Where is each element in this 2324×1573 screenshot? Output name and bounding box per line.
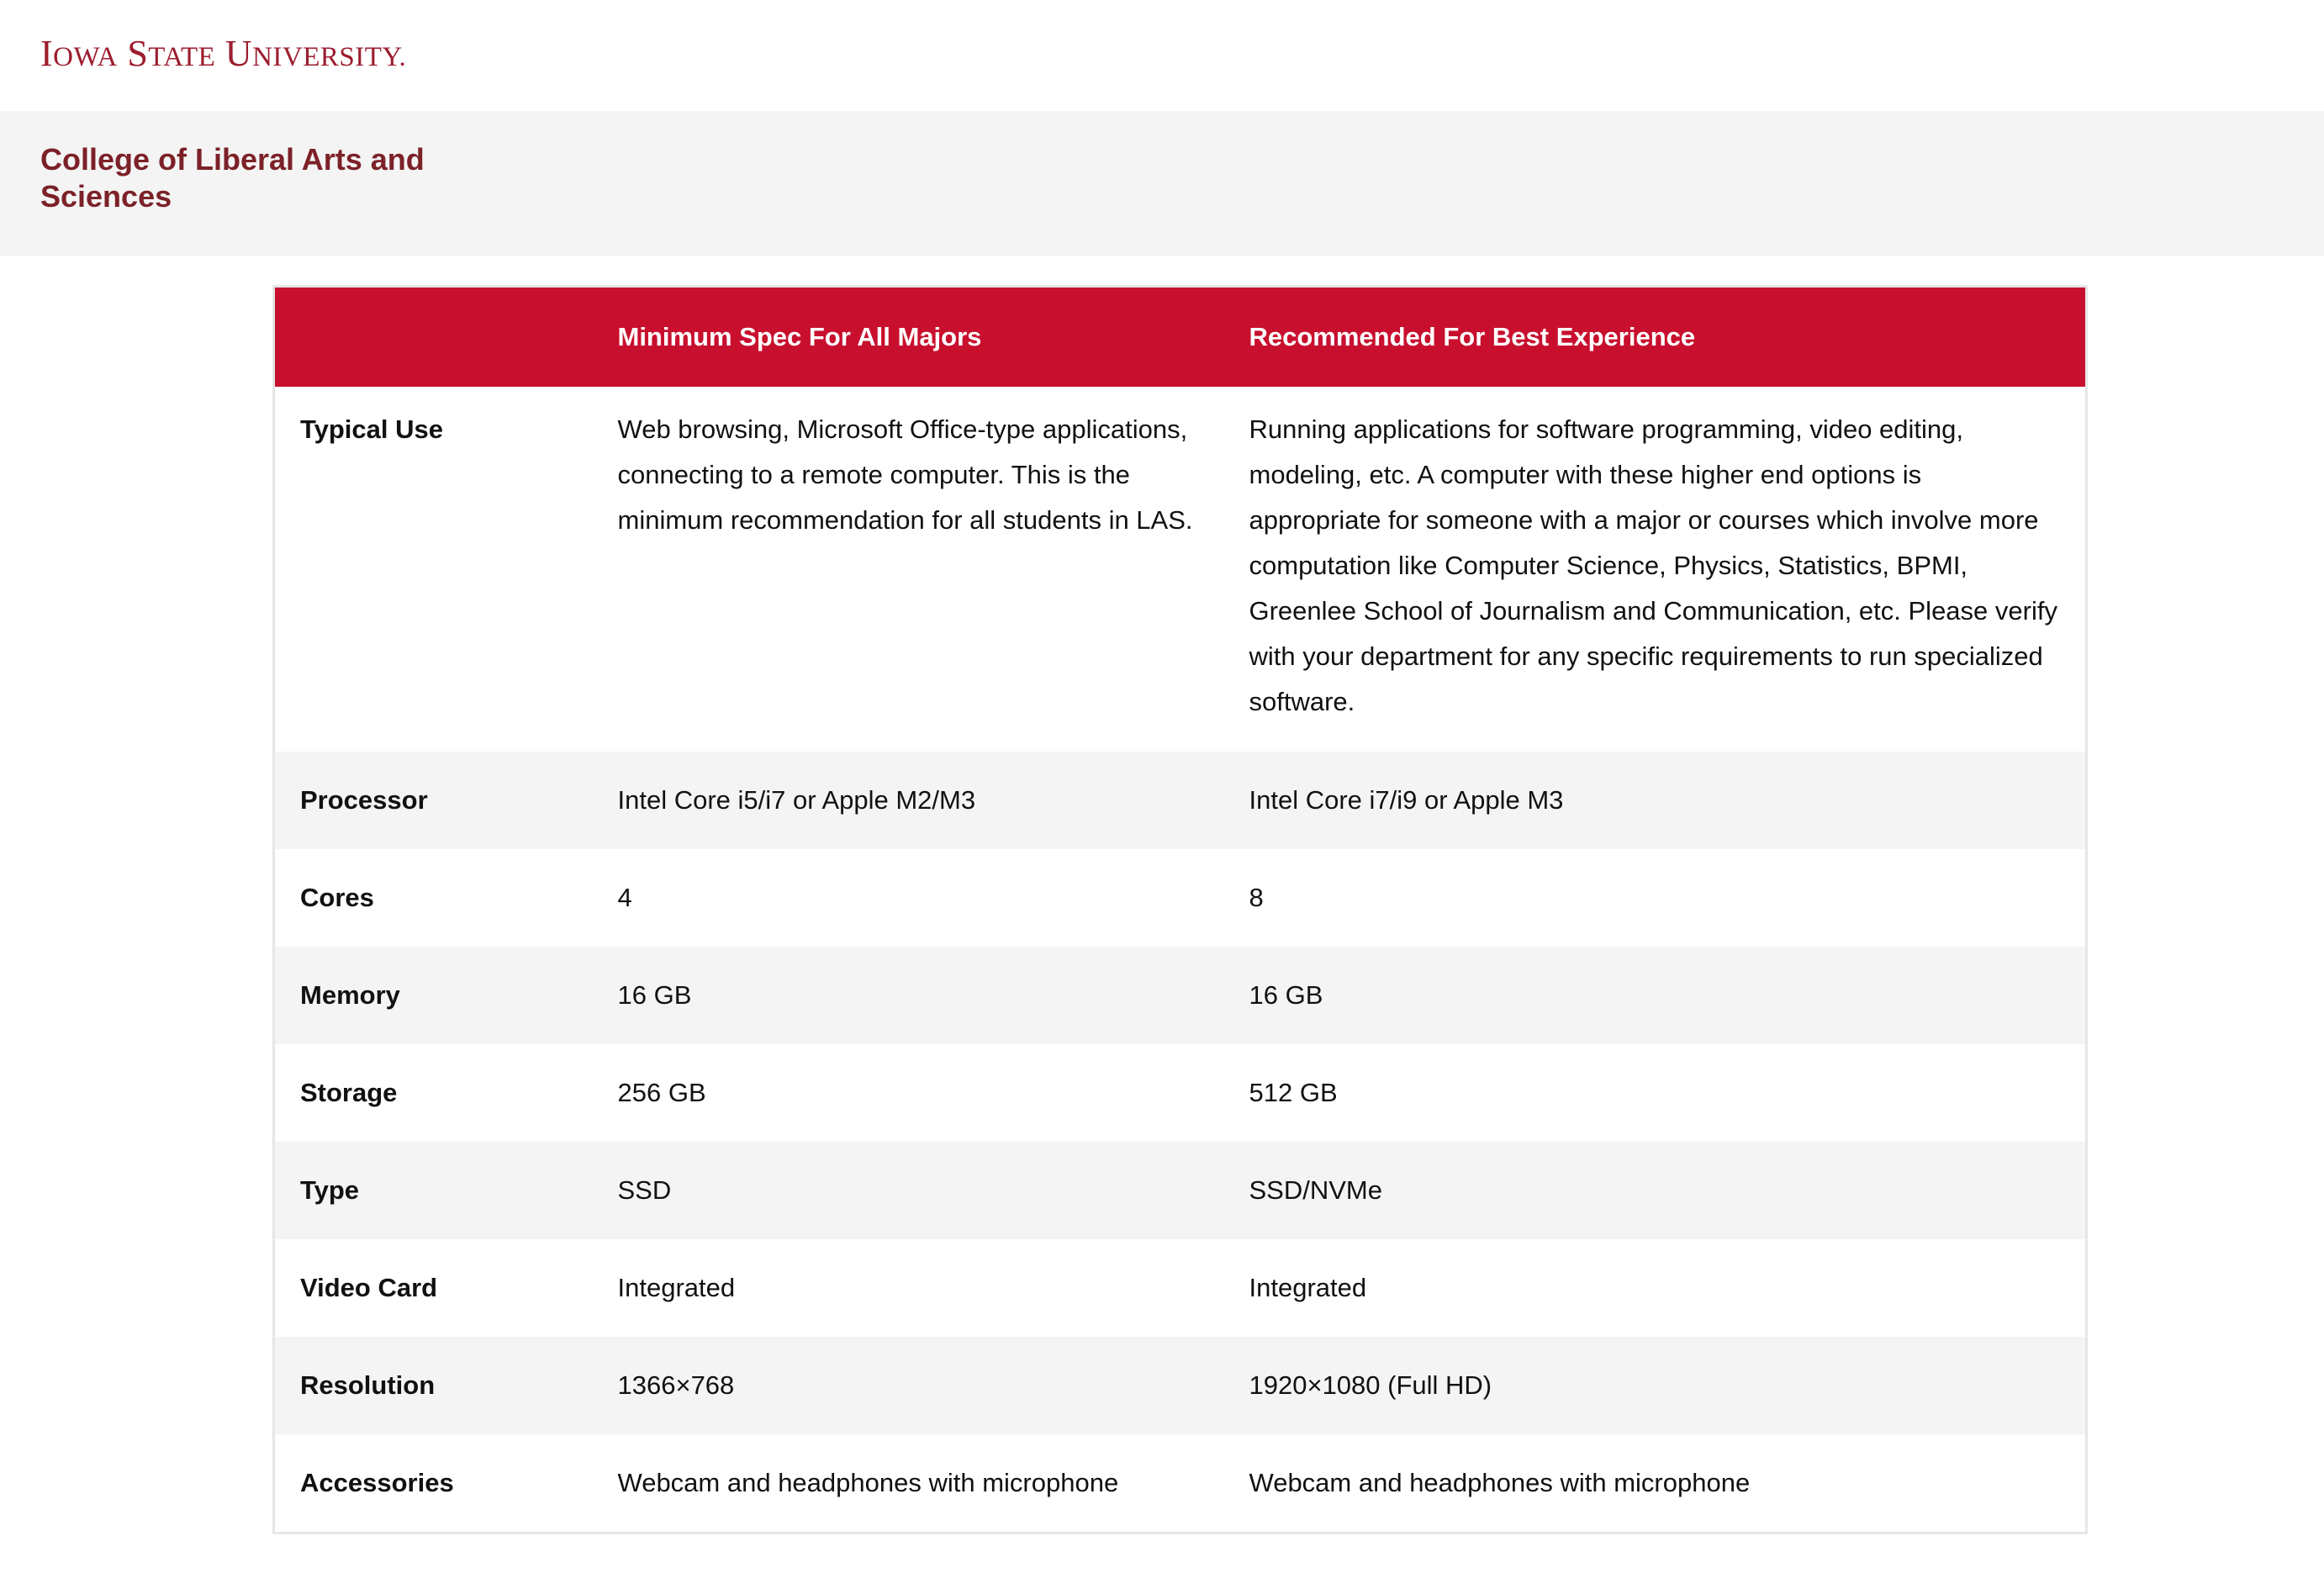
university-wordmark-link[interactable] [40, 29, 406, 82]
recommended-cell: Running applications for software programming, video editing, modeling, etc. A computer with these higher end options is appropriate for someone with a major or courses which involve more computation like Computer Science, Physics, Statistics, BPMI, Greenlee School of Journalism and Communication, etc. Please verify with your department for any specific requirements to run specialized software. [1224, 387, 2087, 752]
table-row [274, 1434, 2087, 1533]
minimum-cell: 256 GB [593, 1044, 1224, 1142]
minimum-cell: Web browsing, Microsoft Office-type applications, connecting to a remote computer. This is the minimum recommendation for all students in LAS. [593, 387, 1224, 752]
site-header [0, 0, 2324, 111]
college-title-link[interactable]: College of Liberal Arts and Sciences [40, 142, 425, 214]
recommended-cell: 1920×1080 (Full HD) [1224, 1337, 2087, 1434]
recommended-cell: Webcam and headphones with microphone [1224, 1434, 2087, 1533]
row-label: Storage [274, 1044, 593, 1142]
computer-spec-table [272, 285, 2088, 1534]
table-row [274, 1142, 2087, 1239]
recommended-cell: Integrated [1224, 1239, 2087, 1337]
recommended-cell: 8 [1224, 849, 2087, 947]
row-label: Processor [274, 752, 593, 849]
wordmark-initial-1: I [40, 33, 54, 74]
row-label: Type [274, 1142, 593, 1239]
table-header-row [274, 287, 2087, 388]
wordmark-rest-1: OWA [53, 42, 118, 72]
wordmark-rest-2: TATE [148, 42, 216, 72]
recommended-cell: Intel Core i7/i9 or Apple M3 [1224, 752, 2087, 849]
row-label: Resolution [274, 1337, 593, 1434]
row-label: Typical Use [274, 387, 593, 752]
minimum-cell: Integrated [593, 1239, 1224, 1337]
row-label: Memory [274, 947, 593, 1044]
wordmark-initial-3: U [224, 33, 253, 74]
table-row [274, 1044, 2087, 1142]
table-row [274, 947, 2087, 1044]
table-row [274, 849, 2087, 947]
minimum-cell: Intel Core i5/i7 or Apple M2/M3 [593, 752, 1224, 849]
minimum-cell: Webcam and headphones with microphone [593, 1434, 1224, 1533]
wordmark-rest-3: NIVERSITY. [252, 42, 407, 72]
minimum-cell: 1366×768 [593, 1337, 1224, 1434]
table-row [274, 1337, 2087, 1434]
wordmark-initial-2: S [127, 33, 149, 74]
minimum-cell: 16 GB [593, 947, 1224, 1044]
recommended-cell: 16 GB [1224, 947, 2087, 1044]
recommended-cell: SSD/NVMe [1224, 1142, 2087, 1239]
row-label: Video Card [274, 1239, 593, 1337]
recommended-cell: 512 GB [1224, 1044, 2087, 1142]
header-cell-blank [274, 287, 593, 388]
row-label: Accessories [274, 1434, 593, 1533]
row-label: Cores [274, 849, 593, 947]
header-cell-recommended: Recommended For Best Experience [1224, 287, 2087, 388]
college-banner [0, 111, 2324, 256]
minimum-cell: SSD [593, 1142, 1224, 1239]
minimum-cell: 4 [593, 849, 1224, 947]
table-row [274, 387, 2087, 752]
header-cell-minimum: Minimum Spec For All Majors [593, 287, 1224, 388]
table-row [274, 1239, 2087, 1337]
table-row [274, 752, 2087, 849]
